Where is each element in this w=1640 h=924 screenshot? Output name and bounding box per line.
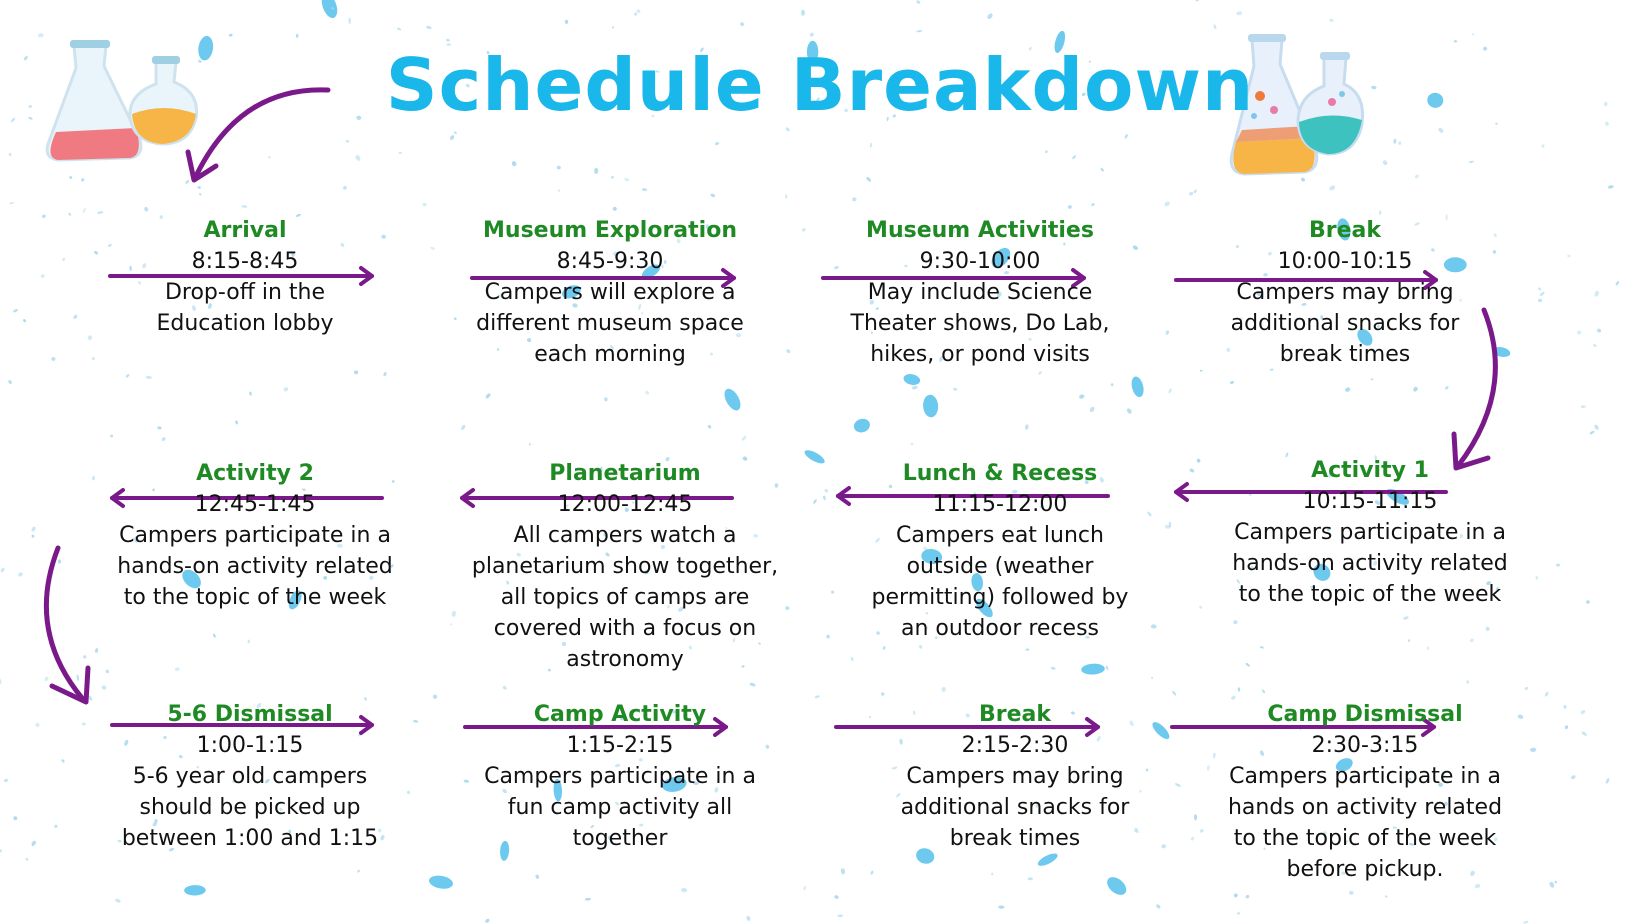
schedule-step-planetarium	[465, 459, 785, 675]
step-description: Campers participate in a hands on activity related to the topic of the week before pickup.	[1227, 764, 1503, 882]
step-time: 1:15-2:15	[566, 733, 674, 758]
step-time: 1:00-1:15	[196, 733, 304, 758]
schedule-step-5-6-dismissal	[105, 700, 395, 854]
step-description: Campers will explore a different museum space each morning	[476, 280, 744, 367]
step-description: May include Science Theater shows, Do Lab, hikes, or pond visits	[850, 280, 1110, 367]
step-description: Campers may bring additional snacks for break times	[1230, 280, 1460, 367]
step-description: Campers participate in a hands-on activity related to the topic of the week	[117, 523, 393, 610]
step-time: 8:15-8:45	[191, 249, 299, 274]
step-title: Camp Dismissal	[1267, 702, 1463, 727]
schedule-step-activity-1	[1225, 456, 1515, 610]
schedule-step-break	[1215, 216, 1475, 370]
step-title: Museum Activities	[866, 218, 1094, 243]
step-title: Museum Exploration	[483, 218, 737, 243]
schedule-step-camp-dismissal	[1215, 700, 1515, 885]
step-description: Campers participate in a hands-on activity related to the topic of the week	[1232, 520, 1508, 607]
step-title: 5-6 Dismissal	[167, 702, 333, 727]
step-time: 2:15-2:30	[961, 733, 1069, 758]
step-description: Campers eat lunch outside (weather permitting) followed by an outdoor recess	[871, 523, 1129, 641]
schedule-step-museum-exploration	[460, 216, 760, 370]
schedule-step-museum-activities	[845, 216, 1115, 370]
step-time: 9:30-10:00	[919, 249, 1041, 274]
step-description: Campers may bring additional snacks for break times	[900, 764, 1130, 851]
step-description: All campers watch a planetarium show together, all topics of camps are covered with a focus on astronomy	[471, 523, 779, 672]
step-time: 8:45-9:30	[556, 249, 664, 274]
schedule-step-lunch-recess	[860, 459, 1140, 644]
step-title: Activity 1	[1311, 458, 1429, 483]
step-title: Break	[1308, 218, 1381, 243]
schedule-step-camp-activity	[470, 700, 770, 854]
step-time: 10:15-11:15	[1302, 489, 1438, 514]
step-title: Camp Activity	[533, 702, 707, 727]
step-title: Break	[978, 702, 1051, 727]
step-description: 5-6 year old campers should be picked up between 1:00 and 1:15	[121, 764, 379, 851]
schedule-step-arrival	[125, 216, 365, 339]
schedule-step-break-afternoon	[880, 700, 1150, 854]
page-title: Schedule Breakdown	[385, 43, 1255, 127]
step-time: 12:00-12:45	[557, 492, 693, 517]
step-title: Activity 2	[196, 461, 314, 486]
step-description: Drop-off in the Education lobby	[156, 280, 334, 336]
step-time: 11:15-12:00	[932, 492, 1068, 517]
schedule-step-activity-2	[110, 459, 400, 613]
step-title: Lunch & Recess	[902, 461, 1098, 486]
step-description: Campers participate in a fun camp activity all together	[484, 764, 756, 851]
step-time: 10:00-10:15	[1277, 249, 1413, 274]
step-time: 12:45-1:45	[194, 492, 316, 517]
step-title: Arrival	[203, 218, 287, 243]
step-title: Planetarium	[549, 461, 701, 486]
step-time: 2:30-3:15	[1311, 733, 1419, 758]
